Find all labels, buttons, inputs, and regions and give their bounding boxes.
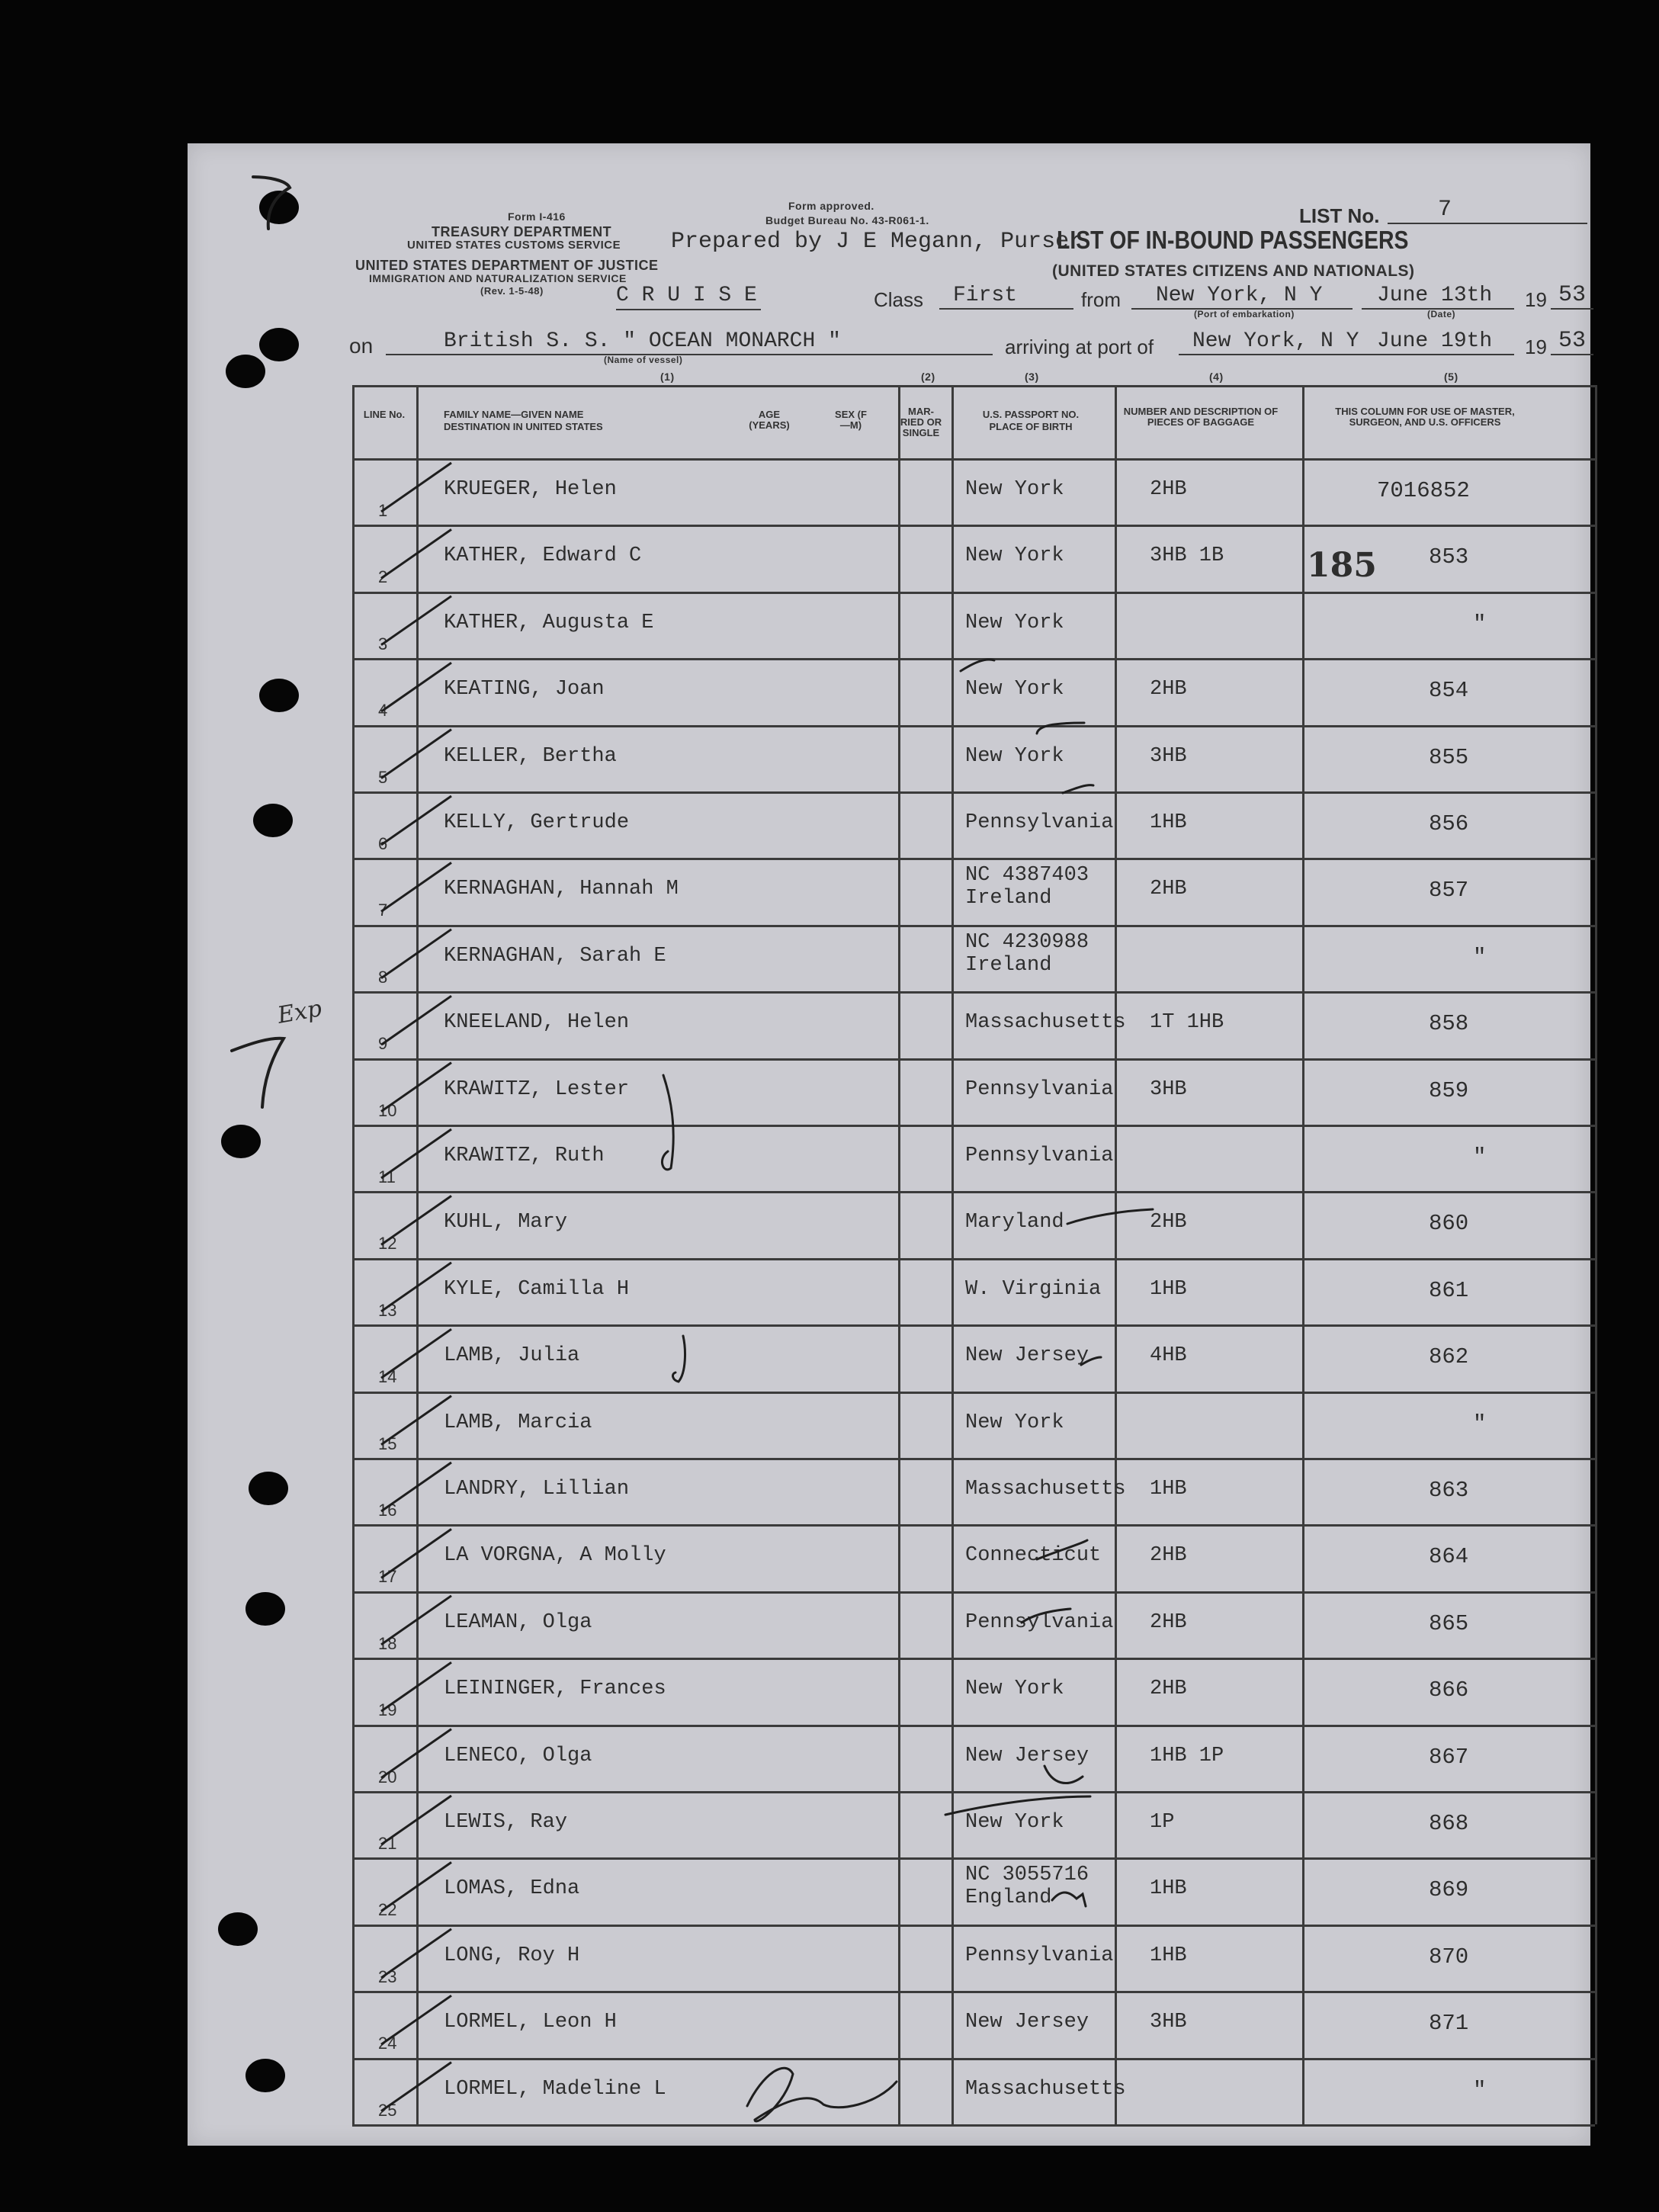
class-value: First	[953, 284, 1018, 307]
from-year: 53	[1558, 282, 1587, 308]
officer-number: 864	[1429, 1544, 1469, 1570]
place-of-birth: Pennsylvania	[965, 1944, 1114, 1967]
place-of-birth: Maryland	[965, 1211, 1064, 1234]
place-of-birth: England	[965, 1886, 1052, 1910]
passenger-name: LOMAS, Edna	[444, 1877, 580, 1901]
arrival-date: June 19th	[1377, 329, 1493, 353]
line-number: 22	[378, 1900, 397, 1920]
hdr-sex: SEX (F—M)	[835, 409, 867, 431]
line-number: 10	[378, 1100, 397, 1120]
place-of-birth: Pennsylvania	[965, 1077, 1114, 1101]
check-mark	[381, 1862, 451, 1911]
vessel-name: British S. S. " OCEAN MONARCH "	[444, 329, 841, 353]
line-number: 25	[378, 2100, 397, 2120]
hdr-married: MAR-RIED OR SINGLE	[900, 406, 942, 438]
passport-number: NC 4230988	[965, 930, 1089, 954]
officer-number: 871	[1429, 2011, 1469, 2037]
check-mark	[381, 1396, 451, 1445]
place-of-birth: New York	[965, 544, 1064, 568]
passenger-name: KELLY, Gertrude	[444, 811, 630, 834]
passenger-name: KERNAGHAN, Sarah E	[444, 944, 666, 968]
officer-number: "	[1473, 611, 1487, 637]
check-mark	[381, 730, 451, 779]
check-mark	[381, 996, 451, 1045]
list-no-label: LIST No.	[1299, 204, 1380, 227]
form-number: Form I-416	[508, 210, 566, 223]
line-number: 12	[378, 1234, 397, 1254]
line-number: 16	[378, 1501, 397, 1520]
baggage: 3HB 1B	[1150, 544, 1224, 568]
officer-number: 853	[1429, 544, 1469, 570]
passport-number: NC 3055716	[965, 1864, 1089, 1887]
check-mark	[381, 1729, 451, 1778]
baggage: 4HB	[1150, 1344, 1187, 1368]
line-number: 20	[378, 1767, 397, 1787]
col-num-4: (4)	[1209, 371, 1224, 383]
baggage: 2HB	[1150, 1544, 1187, 1568]
passenger-name: KRAWITZ, Ruth	[444, 1145, 605, 1167]
budget-bureau: Budget Bureau No. 43-R061-1.	[765, 214, 929, 226]
check-mark	[381, 1662, 451, 1711]
officer-number: "	[1473, 1411, 1487, 1437]
line-number: 23	[378, 1966, 397, 1986]
list-subtitle: (UNITED STATES CITIZENS AND NATIONALS)	[1052, 262, 1415, 280]
place-of-birth: New Jersey	[965, 1344, 1089, 1368]
stamp-185: 185	[1307, 546, 1377, 585]
passenger-name: LEININGER, Frances	[444, 1677, 666, 1701]
passenger-name: KERNAGHAN, Hannah M	[444, 878, 679, 901]
place-of-birth: New York	[965, 744, 1064, 768]
check-mark	[381, 2063, 451, 2111]
rev-date: (Rev. 1-5-48)	[480, 285, 544, 297]
baggage: 3HB	[1150, 2011, 1187, 2034]
officer-number: "	[1473, 2077, 1487, 2103]
baggage: 2HB	[1150, 478, 1187, 501]
ins: IMMIGRATION AND NATURALIZATION SERVICE	[369, 272, 627, 284]
hdr-family-name: FAMILY NAME—GIVEN NAME	[444, 409, 584, 420]
passenger-name: LA VORGNA, A Molly	[444, 1544, 666, 1568]
officer-number: 856	[1429, 811, 1469, 836]
check-mark	[381, 529, 451, 578]
baggage: 1HB 1P	[1150, 1744, 1224, 1767]
list-no-value: 7	[1438, 197, 1452, 223]
place-of-birth: New York	[965, 1411, 1064, 1434]
check-mark	[381, 1263, 451, 1311]
line-number: 19	[378, 1700, 397, 1720]
list-title: LIST OF IN-BOUND PASSENGERS	[1057, 226, 1409, 254]
check-mark	[381, 862, 451, 911]
line-number: 3	[378, 634, 388, 653]
line-number: 1	[378, 501, 388, 520]
officer-number: 854	[1429, 678, 1469, 704]
line-number: 15	[378, 1433, 397, 1453]
check-mark	[381, 929, 451, 978]
hdr-birthplace: PLACE OF BIRTH	[989, 421, 1073, 432]
passenger-name: LEAMAN, Olga	[444, 1610, 592, 1634]
line-number: 5	[378, 767, 388, 787]
check-mark	[381, 1929, 451, 1978]
line-number: 18	[378, 1633, 397, 1653]
place-of-birth: New Jersey	[965, 1744, 1089, 1767]
officer-number: 860	[1429, 1211, 1469, 1237]
passenger-name: KNEELAND, Helen	[444, 1011, 630, 1035]
col-num-2: (2)	[921, 371, 935, 383]
col-num-5: (5)	[1444, 371, 1458, 383]
place-of-birth: New York	[965, 678, 1064, 701]
place-of-birth: Connecticut	[965, 1544, 1102, 1568]
hdr-line-no: LINE No.	[363, 409, 406, 420]
officer-number: 863	[1429, 1478, 1469, 1503]
hdr-destination: DESTINATION IN UNITED STATES	[444, 421, 603, 432]
officer-number: 866	[1429, 1677, 1469, 1703]
passenger-name: KEATING, Joan	[444, 678, 605, 701]
arrival-year-prefix: 19	[1525, 335, 1547, 358]
col-num-1: (1)	[660, 371, 675, 383]
officer-number: 867	[1429, 1744, 1469, 1770]
passenger-name: KELLER, Bertha	[444, 744, 617, 768]
line-number: 14	[378, 1367, 397, 1387]
officer-number: "	[1473, 944, 1487, 970]
hdr-age: AGE (YEARS)	[749, 409, 790, 431]
place-of-birth: Ireland	[965, 953, 1052, 977]
line-number: 24	[378, 2034, 397, 2053]
on-label: on	[349, 334, 374, 358]
officer-number: 861	[1429, 1277, 1469, 1303]
officer-number: 859	[1429, 1077, 1469, 1103]
line-number: 21	[378, 1834, 397, 1853]
treasury-dept: TREASURY DEPARTMENT	[432, 224, 612, 239]
passenger-name: KATHER, Augusta E	[444, 611, 654, 634]
baggage: 2HB	[1150, 1610, 1187, 1634]
baggage: 2HB	[1150, 878, 1187, 901]
from-date: June 13th	[1377, 284, 1493, 307]
col-num-3: (3)	[1025, 371, 1039, 383]
officer-number: 868	[1429, 1811, 1469, 1836]
place-of-birth: Pennsylvania	[965, 811, 1114, 834]
check-mark	[381, 1596, 451, 1645]
check-mark	[381, 596, 451, 645]
baggage: 1HB	[1150, 811, 1187, 834]
line-number: 13	[378, 1300, 397, 1320]
officer-number: 7016852	[1377, 478, 1470, 503]
baggage: 1HB	[1150, 1944, 1187, 1967]
baggage: 3HB	[1150, 744, 1187, 768]
officer-number: 862	[1429, 1344, 1469, 1370]
officer-number: "	[1473, 1145, 1487, 1170]
check-mark	[381, 1063, 451, 1112]
officer-number: 865	[1429, 1610, 1469, 1636]
passenger-name: LAMB, Julia	[444, 1344, 580, 1368]
officer-number: 858	[1429, 1011, 1469, 1037]
line-number: 6	[378, 834, 388, 853]
arriving-label: arriving at port of	[1005, 335, 1154, 358]
customs-service: UNITED STATES CUSTOMS SERVICE	[407, 239, 621, 252]
passenger-name: KRAWITZ, Lester	[444, 1077, 630, 1101]
passenger-name: KUHL, Mary	[444, 1211, 568, 1234]
officer-number: 855	[1429, 744, 1469, 770]
line-number: 8	[378, 967, 388, 987]
check-mark	[381, 463, 451, 512]
from-port: New York, N Y	[1156, 284, 1323, 307]
place-of-birth: New York	[965, 1811, 1064, 1834]
officer-number: 869	[1429, 1877, 1469, 1903]
margin-note-exp: Exp	[275, 995, 324, 1029]
prepared-by: Prepared by J E Megann, Purser	[671, 229, 1083, 255]
hdr-passport: U.S. PASSPORT NO.	[982, 409, 1080, 420]
officer-number: 870	[1429, 1944, 1469, 1970]
arrival-port: New York, N Y	[1192, 329, 1359, 353]
check-mark	[381, 1462, 451, 1511]
line-number: 7	[378, 901, 388, 920]
passenger-name: LORMEL, Leon H	[444, 2011, 617, 2034]
place-of-birth: W. Virginia	[965, 1277, 1102, 1301]
place-of-birth: New York	[965, 478, 1064, 501]
passenger-name: LORMEL, Madeline L	[444, 2077, 666, 2101]
check-mark	[381, 663, 451, 711]
place-of-birth: New Jersey	[965, 2011, 1089, 2034]
check-mark	[381, 1796, 451, 1844]
check-mark	[381, 1196, 451, 1244]
place-of-birth: Massachusetts	[965, 2077, 1126, 2101]
port-embark-caption: (Port of embarkation)	[1194, 309, 1295, 319]
baggage: 1HB	[1150, 1478, 1187, 1501]
form-approved: Form approved.	[788, 200, 874, 212]
line-number: 17	[378, 1567, 397, 1587]
place-of-birth: New York	[965, 1677, 1064, 1701]
line-number: 4	[378, 701, 388, 721]
check-mark	[381, 1529, 451, 1578]
place-of-birth: Pennsylvania	[965, 1610, 1114, 1634]
passenger-name: LONG, Roy H	[444, 1944, 580, 1967]
date-caption: (Date)	[1427, 309, 1456, 319]
hdr-baggage: NUMBER AND DESCRIPTION OF PIECES OF BAGGAGE	[1123, 406, 1279, 428]
baggage: 1P	[1150, 1811, 1175, 1834]
place-of-birth: Massachusetts	[965, 1478, 1126, 1501]
line-number: 2	[378, 567, 388, 587]
arrival-year: 53	[1558, 328, 1587, 354]
place-of-birth: Ireland	[965, 887, 1052, 910]
vessel-caption: (Name of vessel)	[604, 355, 683, 365]
passenger-name: LANDRY, Lillian	[444, 1478, 630, 1501]
baggage: 2HB	[1150, 1211, 1187, 1234]
baggage: 1T 1HB	[1150, 1011, 1224, 1035]
passport-number: NC 4387403	[965, 864, 1089, 888]
class-label: Class	[874, 288, 924, 311]
passenger-name: KYLE, Camilla H	[444, 1277, 630, 1301]
from-year-prefix: 19	[1525, 288, 1547, 311]
passenger-name: KRUEGER, Helen	[444, 478, 617, 501]
check-mark	[381, 796, 451, 845]
baggage: 2HB	[1150, 678, 1187, 701]
place-of-birth: Pennsylvania	[965, 1145, 1114, 1167]
hdr-officers: THIS COLUMN FOR USE OF MASTER, SURGEON, AND U.S. OFFICERS	[1335, 406, 1515, 428]
passenger-name: LEWIS, Ray	[444, 1811, 568, 1834]
passenger-name: KATHER, Edward C	[444, 544, 642, 568]
justice-dept: UNITED STATES DEPARTMENT OF JUSTICE	[355, 258, 659, 273]
passenger-name: LAMB, Marcia	[444, 1411, 592, 1434]
baggage: 1HB	[1150, 1877, 1187, 1901]
check-mark	[381, 1129, 451, 1178]
from-label: from	[1081, 288, 1121, 311]
check-mark	[381, 1995, 451, 2044]
cruise-stamp: C R U I S E	[616, 284, 757, 307]
line-number: 9	[378, 1034, 388, 1054]
officer-number: 857	[1429, 878, 1469, 904]
passenger-name: LENECO, Olga	[444, 1744, 592, 1767]
place-of-birth: Massachusetts	[965, 1011, 1126, 1035]
baggage: 1HB	[1150, 1277, 1187, 1301]
baggage: 2HB	[1150, 1677, 1187, 1701]
line-number: 11	[378, 1167, 396, 1186]
check-mark	[381, 1329, 451, 1378]
place-of-birth: New York	[965, 611, 1064, 634]
baggage: 3HB	[1150, 1077, 1187, 1101]
